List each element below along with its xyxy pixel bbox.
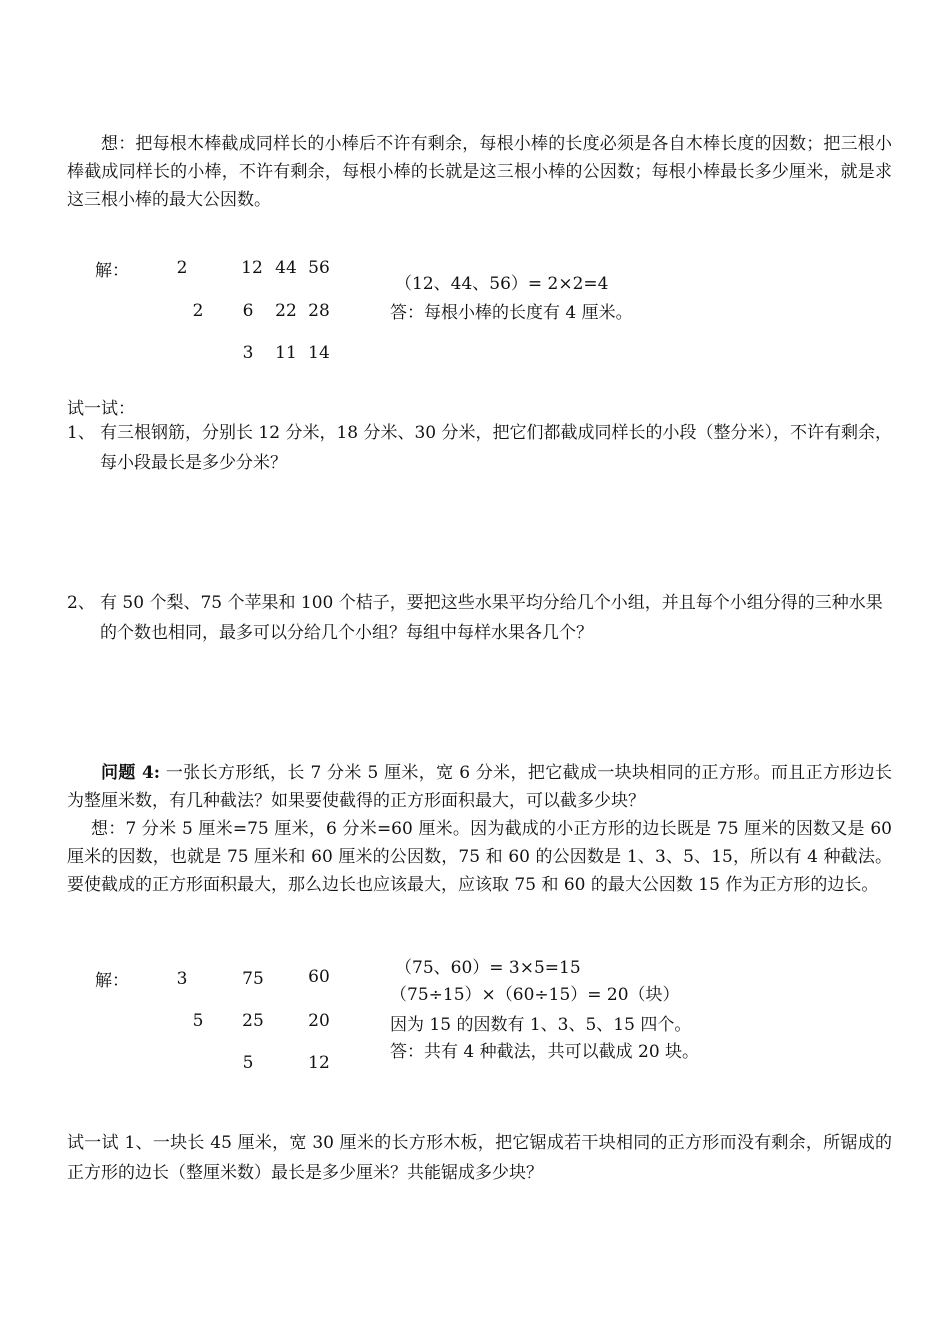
division-cell: 60: [308, 967, 330, 987]
question-text: 有三根钢筋，分别长 12 分米，18 分米、30 分米，把它们都截成同样长的小段（整分米），不许有剩余，每小段最长是多少分米？: [100, 423, 893, 473]
think-paragraph-1: 想：把每根木棒截成同样长的小棒后不许有剩余，每根小棒的长度必须是各自木棒长度的因数；把三根小棒截成同样长的小棒，不许有剩余，每根小棒的长就是这三根小棒的公因数；每根小棒最长多少厘米，就是求这三根小棒的最大公因数。: [67, 134, 892, 210]
divisor: 3: [176, 969, 188, 989]
question-number: 1、: [67, 423, 95, 443]
solution-label: 解：: [95, 971, 129, 991]
division-cell: 20: [308, 1011, 330, 1031]
result-line: （12、44、56）= 2×2=4: [395, 274, 609, 294]
division-cell: 3: [242, 343, 254, 363]
think-paragraph-2: 想：7 分米 5 厘米=75 厘米，6 分米=60 厘米。因为截成的小正方形的边长既是 75 厘米的因数又是 60 厘米的因数，也就是 75 厘米和 60 厘米的公因数，75 和 60 的公因数是 1、3、5、15，所以有 4 种截法。要使截成的正方形面积最大，那么边长也应该最大，应该取 75 和 60 的最大公因数 15 作为正方形的边长。: [67, 819, 892, 895]
try-heading: 试一试：: [67, 399, 135, 419]
division-cell: 25: [242, 1011, 264, 1031]
try-question-2: 试一试 1、一块长 45 厘米，宽 30 厘米的长方形木板，把它锯成若干块相同的正方形而没有剩余，所锯成的正方形的边长（整厘米数）最长是多少厘米？共能锯成多少块？: [67, 1133, 892, 1183]
result-line: 因为 15 的因数有 1、3、5、15 四个。: [390, 1015, 692, 1035]
division-cell: 12: [308, 1053, 330, 1073]
division-cell: 22: [275, 301, 297, 321]
division-cell: 12: [241, 258, 263, 278]
answer-line: 答：每根小棒的长度有 4 厘米。: [390, 303, 633, 323]
divisor: 2: [192, 301, 204, 321]
divisor: 2: [176, 258, 188, 278]
problem-label: 问题 4:: [101, 763, 161, 783]
question-2: [67, 588, 892, 648]
result-line: （75、60）= 3×5=15: [395, 958, 581, 978]
answer-line: 答：共有 4 种截法，共可以截成 20 块。: [390, 1042, 700, 1062]
solution-label: 解：: [95, 261, 129, 281]
divisor: 5: [192, 1011, 204, 1031]
problem-text: 一张长方形纸，长 7 分米 5 厘米，宽 6 分米，把它截成一块块相同的正方形。而且正方形边长为整厘米数，有几种截法？如果要使截得的正方形面积最大，可以截多少块？: [67, 763, 892, 811]
question-text: 有 50 个梨、75 个苹果和 100 个桔子，要把这些水果平均分给几个小组，并且每个小组分得的三种水果的个数也相同，最多可以分给几个小组？每组中每样水果各几个？: [100, 593, 883, 643]
division-cell: 5: [242, 1053, 254, 1073]
division-cell: 44: [275, 258, 297, 278]
division-cell: 14: [308, 343, 330, 363]
problem-4: [67, 759, 892, 815]
division-cell: 28: [308, 301, 330, 321]
division-cell: 56: [308, 258, 330, 278]
division-cell: 75: [242, 969, 264, 989]
question-number: 2、: [67, 593, 95, 613]
division-cell: 6: [242, 301, 254, 321]
question-1: [67, 418, 892, 478]
result-line: （75÷15）×（60÷15）= 20（块）: [390, 985, 680, 1005]
division-cell: 11: [275, 343, 297, 363]
